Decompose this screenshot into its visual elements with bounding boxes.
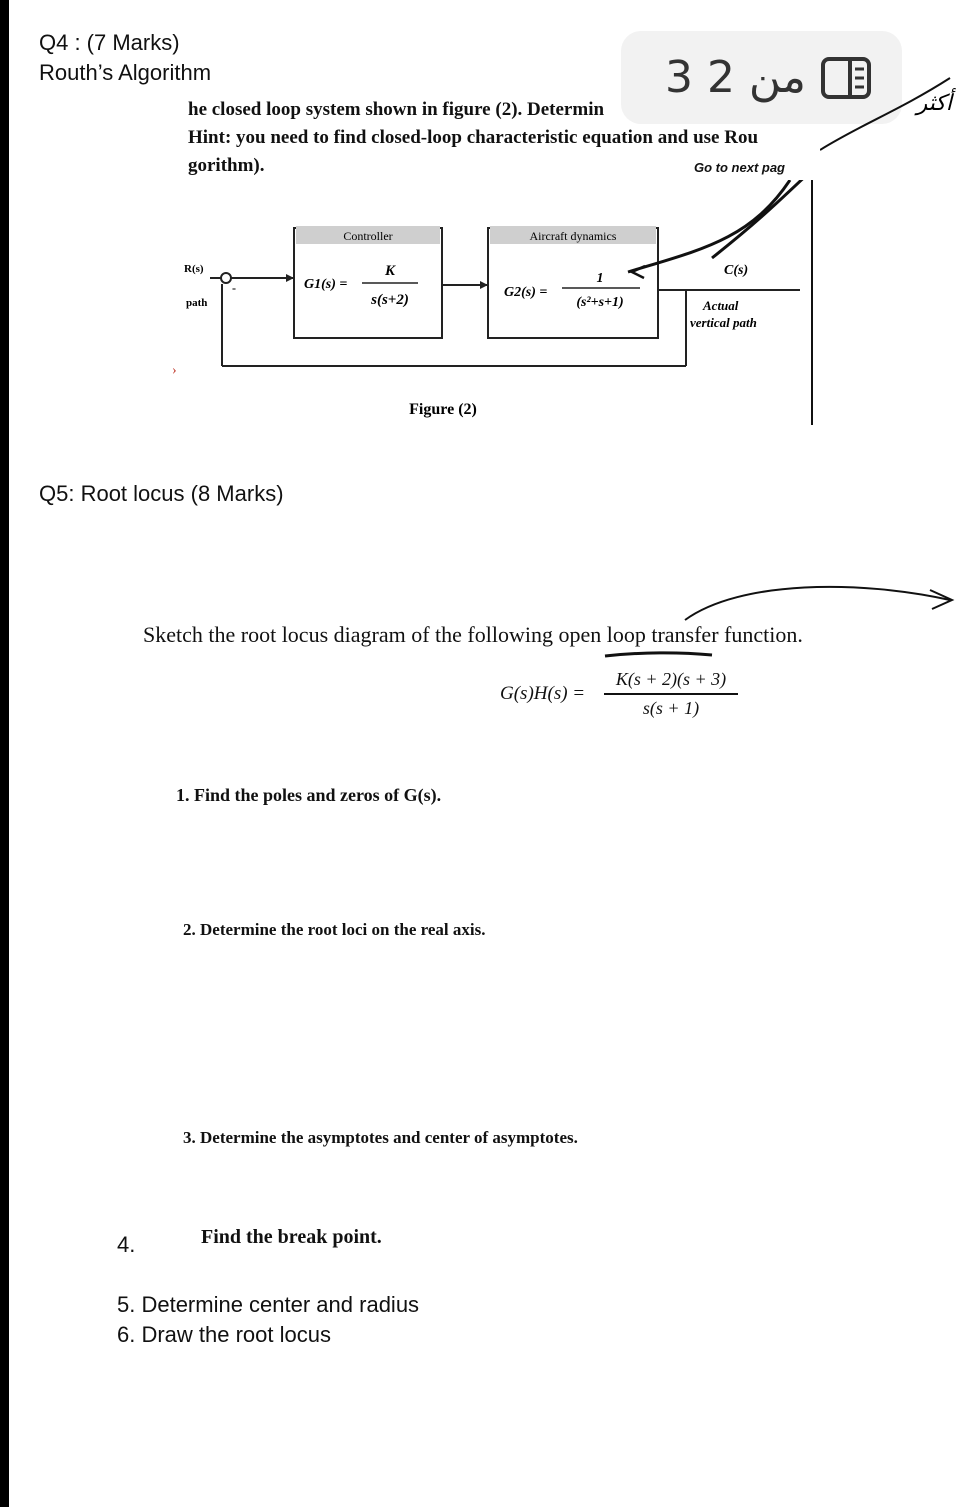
g2-lhs: G2(s) = <box>504 285 548 300</box>
g2-denominator: (s²+s+1) <box>576 295 624 310</box>
output-sub2: vertical path <box>690 315 757 330</box>
summing-junction <box>221 273 231 283</box>
handwritten-note <box>820 70 960 160</box>
input-label: R(s) <box>184 263 204 275</box>
input-sub: path <box>186 297 208 309</box>
g1-lhs: G1(s) = <box>304 277 348 292</box>
tf-fraction-bar <box>604 693 738 695</box>
controller-label: Controller <box>343 229 393 243</box>
g2-numerator: 1 <box>596 271 604 286</box>
tf-lhs: G(s)H(s) = <box>500 683 586 704</box>
q5-prompt: Sketch the root locus diagram of the following open loop transfer function. <box>143 622 803 647</box>
q5-item-5: 5. Determine center and radius <box>117 1292 420 1317</box>
block-diagram <box>0 180 960 440</box>
q5-item-4-text: Find the break point. <box>201 1226 382 1248</box>
underline-mark <box>600 650 720 660</box>
figure-caption: Figure (2) <box>409 401 477 418</box>
q4-scan-line3: gorithm). <box>188 155 265 176</box>
g1-denominator: s(s+2) <box>371 292 409 308</box>
q5-item-6: 6. Draw the root locus <box>117 1322 331 1347</box>
svg-text:›: › <box>172 363 177 378</box>
output-label: C(s) <box>724 263 749 278</box>
plant-block <box>488 228 658 338</box>
q4-title: Q4 : (7 Marks) <box>39 30 180 55</box>
tf-denominator: s(s + 1) <box>642 698 700 718</box>
q5-item-2: 2. Determine the root loci on the real axis. <box>183 920 486 939</box>
q5-item-3: 3. Determine the asymptotes and center of asymptotes. <box>183 1128 578 1147</box>
next-page-note: Go to next pag <box>694 160 785 175</box>
q5-item-4-number: 4. <box>117 1232 136 1257</box>
output-sub1: Actual <box>703 298 739 313</box>
q4-scan-line2: Hint: you need to find closed-loop characteristic equation and use Rou <box>188 127 759 148</box>
g1-numerator: K <box>384 263 396 279</box>
q5-title: Q5: Root locus (8 Marks) <box>39 481 284 506</box>
svg-text:-: - <box>232 281 236 295</box>
plant-label: Aircraft dynamics <box>529 229 617 243</box>
q4-scan-line1: he closed loop system shown in figure (2). Determin <box>188 99 605 120</box>
q4-subtitle: Routh’s Algorithm <box>39 60 212 85</box>
page-indicator-text: 3 من 2 <box>664 52 806 103</box>
handwritten-note-text: أكثر <box>916 90 952 115</box>
handwritten-arrow <box>680 575 960 625</box>
q5-item-1: 1. Find the poles and zeros of G(s). <box>176 785 442 805</box>
tf-numerator: K(s + 2)(s + 3) <box>615 669 727 689</box>
